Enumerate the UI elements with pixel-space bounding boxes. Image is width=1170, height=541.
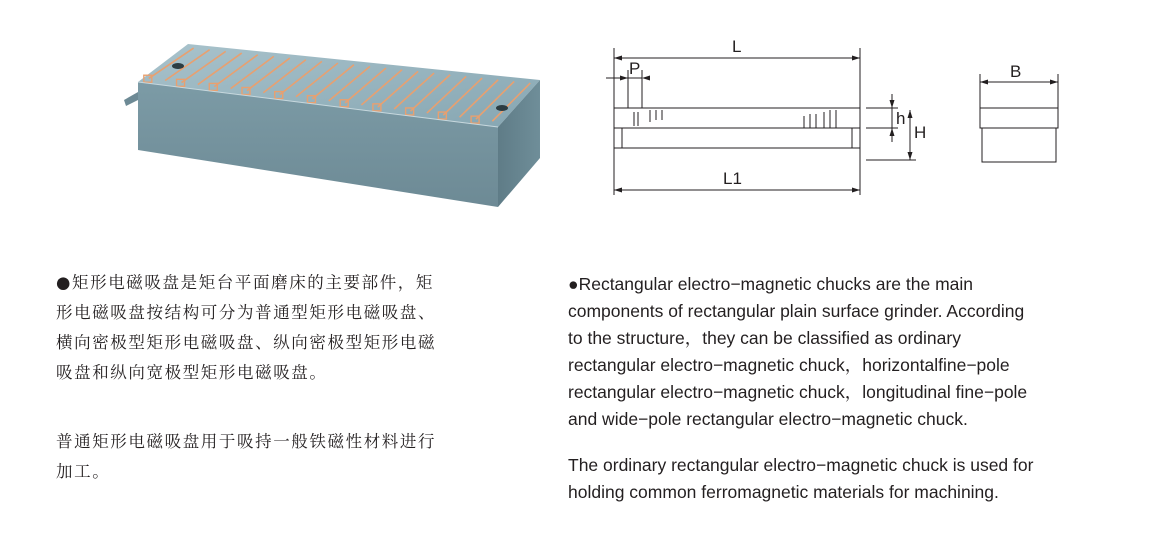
text-line: 横向密极型矩形电磁吸盘、纵向密极型矩形电磁 [56, 333, 437, 352]
text-line: ●矩形电磁吸盘是矩台平面磨床的主要部件，矩 [56, 273, 434, 292]
chuck-side-view-drawing [970, 56, 1070, 176]
dimension-label-P: P [629, 59, 641, 78]
dimension-label-B: B [1010, 62, 1022, 81]
english-usage-paragraph [568, 452, 1138, 506]
text-line: 形电磁吸盘按结构可分为普通型矩形电磁吸盘、 [56, 303, 437, 322]
text-line: 普通矩形电磁吸盘用于吸持一般铁磁性材料进行 [56, 432, 437, 451]
text-line: 加工。 [56, 462, 111, 481]
text-line: The ordinary rectangular electro−magnetic chuck is used for [568, 455, 1034, 475]
text-line: holding common ferromagnetic materials for machining. [568, 482, 999, 502]
dimension-label-h: h [896, 109, 906, 128]
english-description-paragraph [568, 271, 1138, 433]
text-line: ●Rectangular electro−magnetic chucks are the main [568, 274, 974, 294]
text-line: and wide−pole rectangular electro−magnetic chuck. [568, 409, 968, 429]
text-line: components of rectangular plain surface grinder. According [568, 301, 1025, 321]
text-line: rectangular electro−magnetic chuck，horizontalfine−pole [568, 355, 1010, 375]
text-line: rectangular electro−magnetic chuck，longitudinal fine−pole [568, 382, 1028, 402]
dimension-label-L: L [732, 37, 742, 56]
dimension-label-L1: L1 [723, 169, 742, 188]
chuck-product-image [110, 30, 550, 210]
dimension-label-H: H [914, 123, 927, 142]
text-line: to the structure，they can be classified as ordinary [568, 328, 961, 348]
text-line: 吸盘和纵向宽极型矩形电磁吸盘。 [56, 363, 328, 382]
chuck-front-view-drawing [598, 30, 928, 210]
chinese-usage-paragraph [56, 427, 526, 487]
chinese-description-paragraph [56, 268, 526, 388]
